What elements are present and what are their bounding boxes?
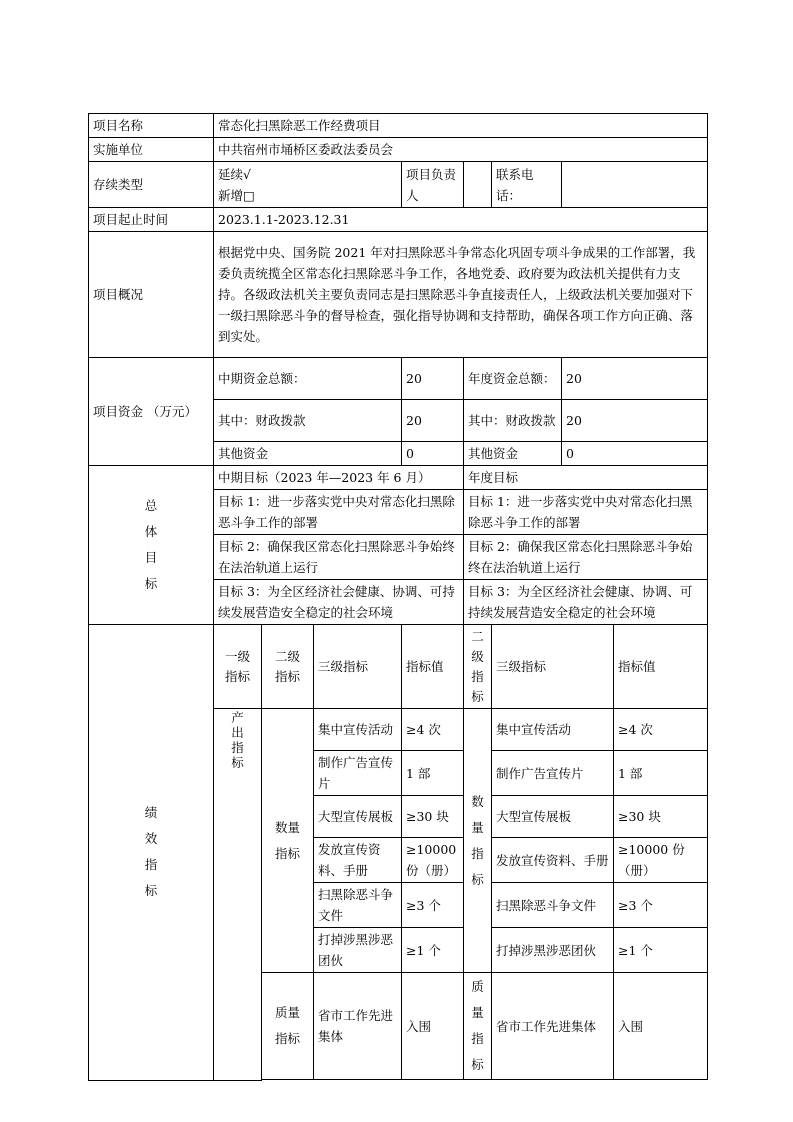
mid-fiscal-label: 其中：财政拨款 <box>214 400 402 442</box>
mid-other-label: 其他资金 <box>214 442 402 466</box>
quality-indicator-mid: 质量指标 <box>262 973 314 1080</box>
project-leader-value <box>464 162 492 208</box>
level3-header-mid: 三级指标 <box>314 625 402 709</box>
year-row-7-name: 省市工作先进集体 <box>492 973 614 1080</box>
impl-unit-label: 实施单位 <box>89 138 214 162</box>
year-row-6-value: ≥1 个 <box>614 928 708 973</box>
quantity-indicator-year: 数量指标 <box>464 709 492 973</box>
year-row-5-name: 扫黑除恶斗争文件 <box>492 883 614 928</box>
year-goal-3: 目标 3：为全区经济社会健康、协调、可持续发展营造安全稳定的社会环境 <box>464 580 708 625</box>
year-row-2-value: 1 部 <box>614 751 708 796</box>
mid-row-3-name: 大型宣传展板 <box>314 796 402 838</box>
mid-total-label: 中期资金总额： <box>214 358 402 400</box>
quality-indicator-year: 质量指标 <box>464 973 492 1080</box>
contact-phone-label: 联系电话： <box>492 162 562 208</box>
year-row-5-value: ≥3 个 <box>614 883 708 928</box>
year-row-1-name: 集中宣传活动 <box>492 709 614 751</box>
overview-text: 根据党中央、国务院 2021 年对扫黑除恶斗争常态化巩固专项斗争成果的工作部署，我委负责统揽全区常态化扫黑除恶斗争工作，各地党委、政府要为政法机关提供有力支持。各级政法机关主要负责同志是扫黑除恶斗争直接责任人，上级政法机关要加强对下一级扫黑除恶斗争的督导检查，强化指导协调和支持帮助，确保各项工作方向正确、落到实处。 <box>214 232 708 358</box>
year-row-1-value: ≥4 次 <box>614 709 708 751</box>
mid-row-5-name: 扫黑除恶斗争文件 <box>314 883 402 928</box>
project-name-value: 常态化扫黑除恶工作经费项目 <box>214 114 708 138</box>
year-goal-1: 目标 1：进一步落实党中央对常态化扫黑除恶斗争工作的部署 <box>464 490 708 535</box>
mid-row-1-name: 集中宣传活动 <box>314 709 402 751</box>
year-row-4-value: ≥10000 份（册） <box>614 838 708 883</box>
level1-header: 一级指标 <box>214 625 262 709</box>
continue-option: 延续√ <box>218 166 251 182</box>
mid-row-2-value: 1 部 <box>402 751 464 796</box>
year-row-6-name: 打掉涉黑涉恶团伙 <box>492 928 614 973</box>
performance-label: 绩效指标 <box>89 625 214 1081</box>
continuation-type-options <box>214 162 402 208</box>
mid-row-5-value: ≥3 个 <box>402 883 464 928</box>
year-goal-2: 目标 2：确保我区常态化扫黑除恶斗争始终在法治轨道上运行 <box>464 535 708 580</box>
overview-label: 项目概况 <box>89 232 214 358</box>
mid-row-1-value: ≥4 次 <box>402 709 464 751</box>
value-header-mid: 指标值 <box>402 625 464 709</box>
year-other-value: 0 <box>562 442 708 466</box>
overall-goals-label: 总体目标 <box>89 466 214 625</box>
contact-phone-value <box>562 162 708 208</box>
year-fiscal-value: 20 <box>562 400 708 442</box>
quantity-indicator-mid: 数量指标 <box>262 709 314 973</box>
project-form-table <box>88 113 708 1081</box>
year-other-label: 其他资金 <box>464 442 562 466</box>
period-label: 项目起止时间 <box>89 208 214 232</box>
continuation-type-label: 存续类型 <box>89 162 214 208</box>
mid-goal-3: 目标 3：为全区经济社会健康、协调、可持续发展营造安全稳定的社会环境 <box>214 580 464 625</box>
project-leader-label: 项目负责人 <box>402 162 464 208</box>
mid-row-4-name: 发放宣传资料、手册 <box>314 838 402 883</box>
mid-goal-2: 目标 2：确保我区常态化扫黑除恶斗争始终在法治轨道上运行 <box>214 535 464 580</box>
year-row-2-name: 制作广告宣传片 <box>492 751 614 796</box>
year-row-3-name: 大型宣传展板 <box>492 796 614 838</box>
year-goal-header: 年度目标 <box>464 466 708 490</box>
mid-fiscal-value: 20 <box>402 400 464 442</box>
mid-row-2-name: 制作广告宣传片 <box>314 751 402 796</box>
year-row-7-value: 入围 <box>614 973 708 1080</box>
mid-other-value: 0 <box>402 442 464 466</box>
year-row-3-value: ≥30 块 <box>614 796 708 838</box>
level3-header-year: 三级指标 <box>492 625 614 709</box>
mid-row-7-value: 入围 <box>402 973 464 1080</box>
period-value: 2023.1.1-2023.12.31 <box>214 208 708 232</box>
level2-header: 二级指标 <box>262 625 314 709</box>
value-header-year: 指标值 <box>614 625 708 709</box>
year-total-value: 20 <box>562 358 708 400</box>
level2-header-year: 二级指标 <box>464 625 492 709</box>
mid-row-7-name: 省市工作先进集体 <box>314 973 402 1080</box>
funds-label: 项目资金 （万元） <box>89 358 214 466</box>
mid-row-6-name: 打掉涉黑涉恶团伙 <box>314 928 402 973</box>
project-name-label: 项目名称 <box>89 114 214 138</box>
impl-unit-value: 中共宿州市埇桥区委政法委员会 <box>214 138 708 162</box>
mid-row-3-value: ≥30 块 <box>402 796 464 838</box>
output-indicator-label: 产出指标 <box>214 709 262 1081</box>
mid-goal-header: 中期目标（2023 年—2023 年 6 月） <box>214 466 464 490</box>
mid-goal-1: 目标 1：进一步落实党中央对常态化扫黑除恶斗争工作的部署 <box>214 490 464 535</box>
year-fiscal-label: 其中：财政拨款 <box>464 400 562 442</box>
mid-total-value: 20 <box>402 358 464 400</box>
year-row-4-name: 发放宣传资料、手册 <box>492 838 614 883</box>
mid-row-4-value: ≥10000 份（册） <box>402 838 464 883</box>
mid-row-6-value: ≥1 个 <box>402 928 464 973</box>
new-add-option: 新增□ <box>218 187 255 203</box>
year-total-label: 年度资金总额： <box>464 358 562 400</box>
